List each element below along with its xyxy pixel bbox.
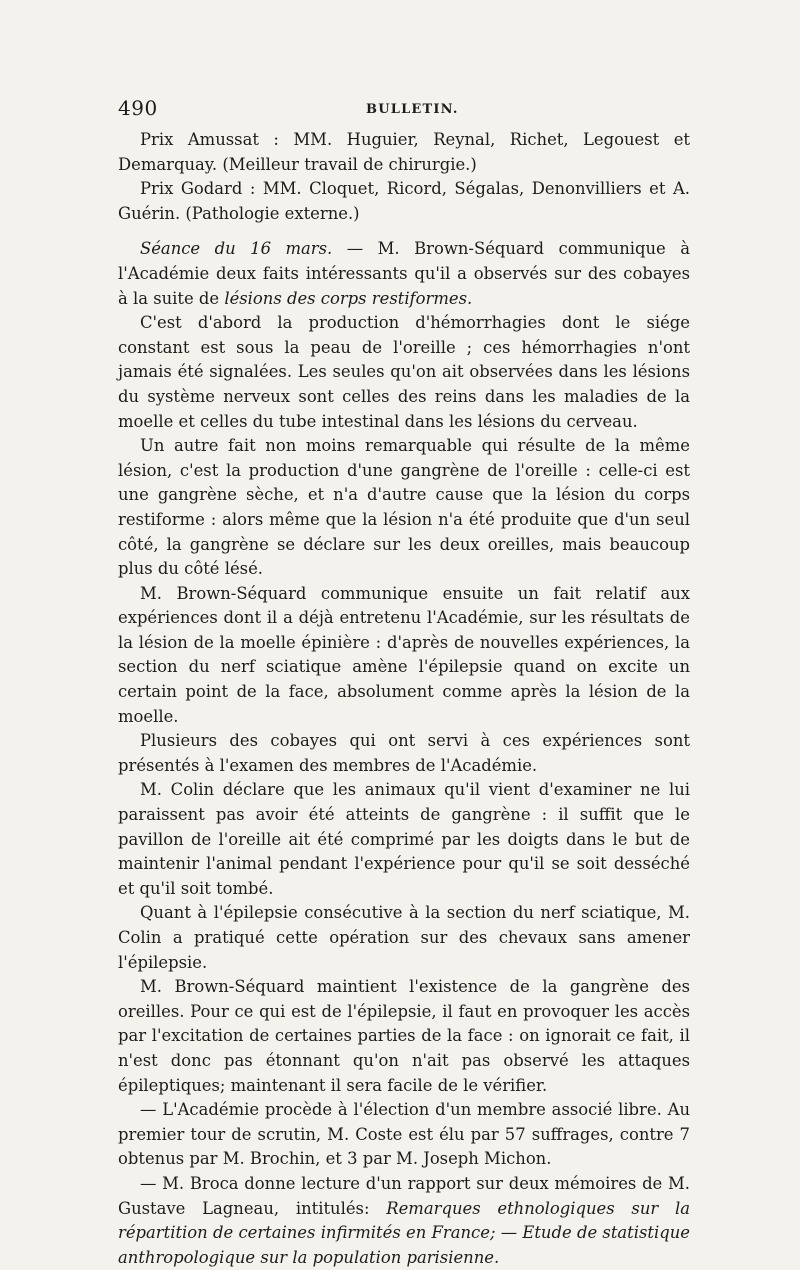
seance-text: — M. Brown-Séquard communique à l'Académie deux faits intéressants qu'il a observés sur des cobayes à la suite de [118,239,691,308]
page-header [118,96,688,126]
seance-paragraph [118,237,690,311]
running-title: BULLETIN. [366,102,459,117]
broca-text: — M. Broca donne lecture d'un rapport sur deux mémoires de M. Gustave Lagneau, intitulés: [118,1173,690,1218]
election-paragraph: — L'Académie procède à l'élection d'un membre associé libre. Au premier tour de scrutin, M. Coste est élu par 57 suffrages, contre 7 obtenus par M. Brochin, et 3 par M. Joseph Michon. [118,1100,690,1169]
broca-titles: Remarques ethnologiques sur la répartition de certaines infirmités en France; — Etude de statistique anthropologique sur la population parisienne. [118,1198,690,1267]
seance-date: Séance du 16 mars. [140,239,333,259]
page-number: 490 [118,96,158,120]
brown-reply-paragraph: M. Brown-Séquard maintient l'existence de la gangrène des oreilles. Pour ce qui est de l'épilepsie, il faut en provoquer les accès par l'excitation de certaines parties de la face : on ignorait ce fait, il n'est donc pas étonnant qu'on n'ait pas observé les attaques épileptiques; maintenant il sera facile de le vérifier. [118,977,690,1095]
colin-paragraph-1: M. Colin déclare que les animaux qu'il vient d'examiner ne lui paraissent pas avoir été atteints de gangrène : il suffit que le pavillon de l'oreille ait été comprimé par les doigts dans le but de maintenir l'animal pendant l'expérience pour qu'il se soit desséché et qu'il soit tombé. [118,780,690,898]
broca-paragraph [118,1172,690,1270]
section-spacer [118,226,690,237]
cobayes-paragraph: Plusieurs des cobayes qui ont servi à ces expériences sont présentés à l'examen des membres de l'Académie. [118,731,690,775]
colin-paragraph-2: Quant à l'épilepsie consécutive à la section du nerf sciatique, M. Colin a pratiqué cette opération sur des chevaux sans amener l'épilepsie. [118,903,690,972]
epilepsy-paragraph: M. Brown-Séquard communique ensuite un fait relatif aux expériences dont il a déjà entretenu l'Académie, sur les résultats de la lésion de la moelle épinière : d'après de nouvelles expériences, la section du nerf sciatique amène l'épilepsie quand on excite un certain point de la face, absolument comme après la lésion de la moelle. [118,583,690,726]
gangrene-paragraph: Un autre fait non moins remarquable qui résulte de la même lésion, c'est la production d'une gangrène de l'oreille : celle-ci est une gangrène sèche, et n'a d'autre cause que la lésion du corps restiforme : alors même que la lésion n'a été produite que d'un seul côté, la gangrène se déclare sur les deux oreilles, mais beaucoup plus du côté lésé. [118,436,690,579]
prize-godard-paragraph: Prix Godard : MM. Cloquet, Ricord, Ségalas, Denonvilliers et A. Guérin. (Pathologie externe.) [118,179,690,223]
page-body [118,128,690,1270]
hemorrhages-paragraph: C'est d'abord la production d'hémorrhagies dont le siége constant est sous la peau de l'oreille ; ces hémorrhagies n'ont jamais été signalées. Les seules qu'on ait observées dans les lésions du système nerveux sont celles des reins dans les maladies de la moelle et celles du tube intestinal dans les lésions du cerveau. [118,313,690,431]
seance-italic-end: lésions des corps restiformes. [224,288,473,308]
prize-amussat-paragraph: Prix Amussat : MM. Huguier, Reynal, Richet, Legouest et Demarquay. (Meilleur travail de chirurgie.) [118,130,690,174]
